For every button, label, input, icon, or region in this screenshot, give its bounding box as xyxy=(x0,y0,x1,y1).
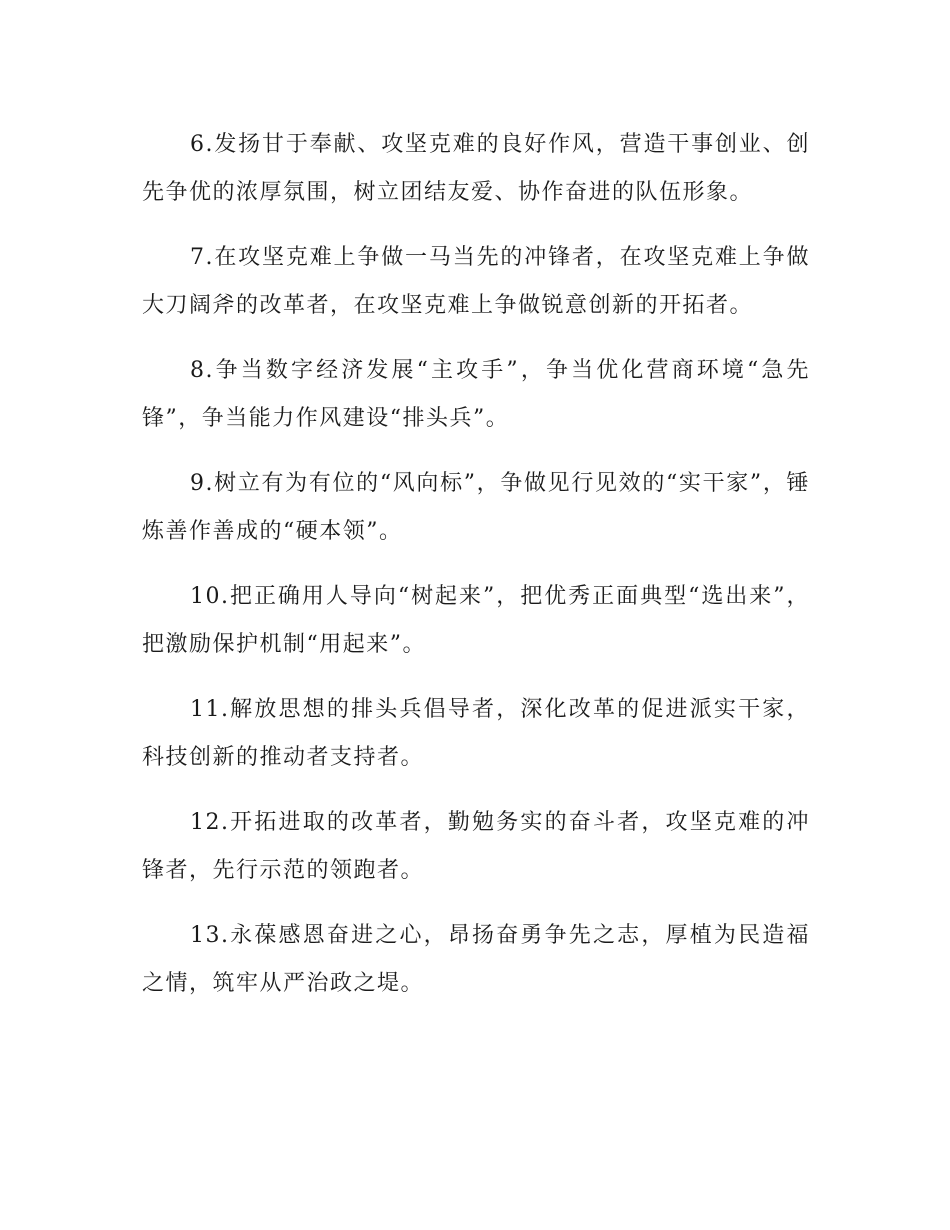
document-body xyxy=(142,121,810,1025)
list-item: 13.永葆感恩奋进之心，昂扬奋勇争先之志，厚植为民造福之情，筑牢从严治政之堤。 xyxy=(142,923,810,996)
list-item: 11.解放思想的排头兵倡导者，深化改革的促进派实干家，科技创新的推动者支持者。 xyxy=(142,697,810,770)
list-item: 9.树立有为有位的“风向标”，争做见行见效的“实干家”，锤炼善作善成的“硬本领”。 xyxy=(142,471,810,544)
list-item: 12.开拓进取的改革者，勤勉务实的奋斗者，攻坚克难的冲锋者，先行示范的领跑者。 xyxy=(142,810,810,883)
list-item: 6.发扬甘于奉献、攻坚克难的良好作风，营造干事创业、创先争优的浓厚氛围，树立团结友爱、协作奋进的队伍形象。 xyxy=(142,132,810,205)
list-item: 10.把正确用人导向“树起来”，把优秀正面典型“选出来”，把激励保护机制“用起来”。 xyxy=(142,584,810,657)
list-item: 7.在攻坚克难上争做一马当先的冲锋者，在攻坚克难上争做大刀阔斧的改革者，在攻坚克难上争做锐意创新的开拓者。 xyxy=(142,245,810,318)
list-item: 8.争当数字经济发展“主攻手”，争当优化营商环境“急先锋”，争当能力作风建设“排头兵”。 xyxy=(142,358,810,431)
